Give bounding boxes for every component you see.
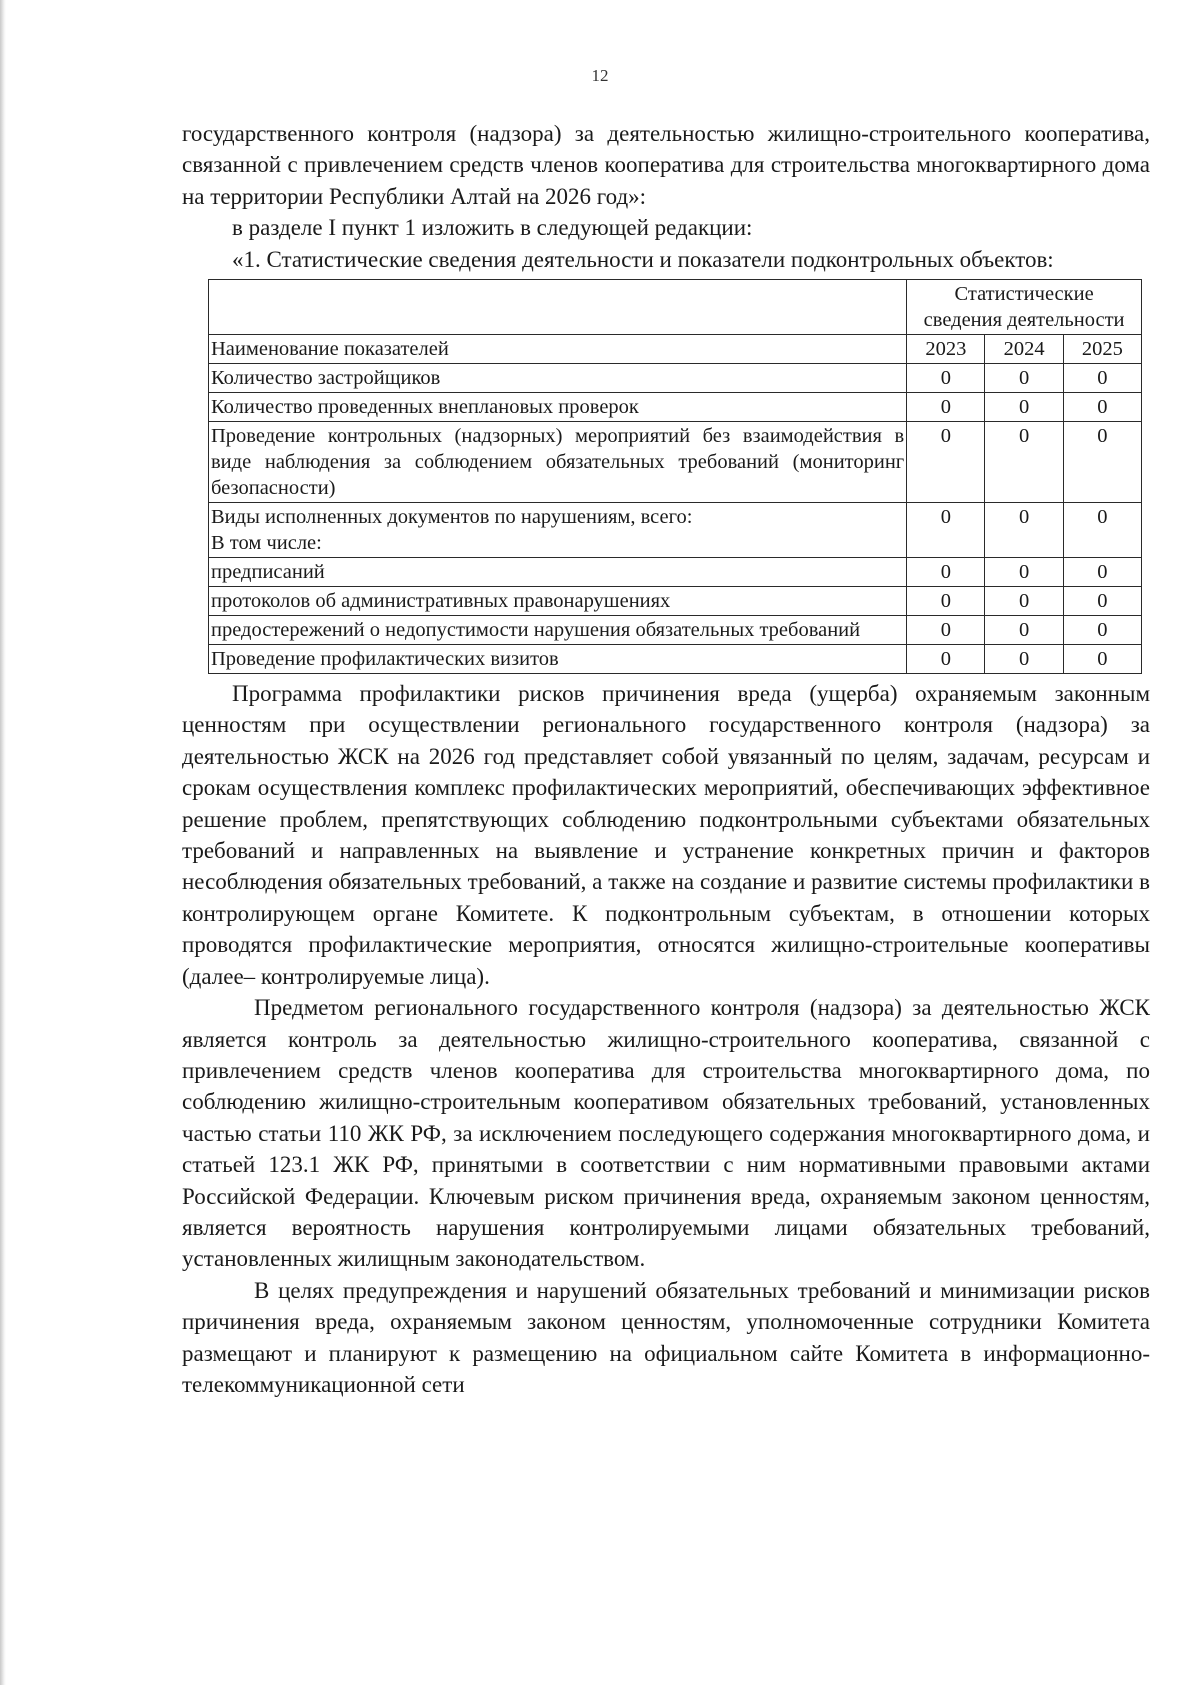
table-row (209, 503, 1142, 558)
table-row (209, 422, 1142, 503)
row-value-2024: 0 (985, 616, 1063, 645)
row-value-2024: 0 (985, 503, 1063, 558)
row-name: Количество проведенных внеплановых проверок (209, 393, 907, 422)
row-value-2023: 0 (907, 393, 985, 422)
table-row (209, 616, 1142, 645)
row-value-2023: 0 (907, 503, 985, 558)
row-name: предостережений о недопустимости нарушения обязательных требований (209, 616, 907, 645)
paragraph-point-1: «1. Статистические сведения деятельности и показатели подконтрольных объектов: (232, 246, 1054, 272)
row-value-2023: 0 (907, 616, 985, 645)
row-name: протоколов об административных правонарушениях (209, 587, 907, 616)
row-name: Проведение профилактических визитов (209, 645, 907, 674)
table-row (209, 558, 1142, 587)
row-name-line1: Виды исполненных документов по нарушениям, всего: (211, 506, 693, 529)
row-value-2024: 0 (985, 587, 1063, 616)
row-value-2024: 0 (985, 393, 1063, 422)
row-value-2025: 0 (1063, 503, 1141, 558)
row-value-2024: 0 (985, 645, 1063, 674)
table-header-group (907, 280, 1142, 335)
page-number: 12 (591, 66, 609, 85)
row-value-2024: 0 (985, 422, 1063, 503)
paragraph-subject: Предметом регионального государственного контроля (надзора) за деятельностью ЖСК является контроль за деятельностью жилищно-строительного кооператива, связанной с привлечением средств членов кооператива для строительства многоквартирного дома, по соблюдению жилищно-строительным кооперативом обязательных требований, установленных частью статьи 110 ЖК РФ, за исключением последующего содержания многоквартирного дома, и статьей 123.1 ЖК РФ, принятыми в соответствии с ним нормативными правовыми актами Российской Федерации. Ключевым риском причинения вреда, охраняемым законом ценностям, является вероятность нарушения контролируемыми лицами обязательных требований, установленных жилищным законодательством. (182, 995, 1150, 1272)
row-value-2023: 0 (907, 587, 985, 616)
row-value-2024: 0 (985, 364, 1063, 393)
row-name: Количество застройщиков (209, 364, 907, 393)
row-name-line2: В том числе: (211, 532, 322, 555)
paragraph-goals: В целях предупреждения и нарушений обязательных требований и минимизации рисков причинения вреда, охраняемым законом ценностям, уполномоченные сотрудники Комитета размещают и планируют к размещению на официальном сайте Комитета в информационно-телекоммуникационной сети (182, 1277, 1150, 1397)
table-row (209, 587, 1142, 616)
paragraph-section-edit: в разделе I пункт 1 изложить в следующей редакции: (232, 215, 753, 241)
row-value-2025: 0 (1063, 422, 1141, 503)
row-value-2025: 0 (1063, 558, 1141, 587)
table-header-group-row (209, 280, 1142, 335)
row-value-2023: 0 (907, 558, 985, 587)
row-name: предписаний (209, 558, 907, 587)
group-header-line2: сведения деятельности (923, 309, 1125, 332)
paragraph-intro: государственного контроля (надзора) за деятельностью жилищно-строительного кооператива, связанной с привлечением средств членов кооператива для строительства многоквартирного дома на территории Республики Алтай на 2026 год»: (182, 121, 1150, 209)
document-body (182, 118, 1150, 1400)
row-value-2023: 0 (907, 645, 985, 674)
table-row (209, 645, 1142, 674)
row-value-2025: 0 (1063, 393, 1141, 422)
group-header-line1: Статистические (954, 283, 1094, 306)
row-value-2023: 0 (907, 422, 985, 503)
row-name (209, 503, 907, 558)
paragraph-program: Программа профилактики рисков причинения вреда (ущерба) охраняемым законным ценностям при осуществлении регионального государственного контроля (надзора) за деятельностью ЖСК на 2026 год представляет собой увязанный по целям, задачам, ресурсам и срокам осуществления комплекс профилактических мероприятий, обеспечивающих эффективное решение проблем, препятствующих соблюдению подконтрольными субъектами обязательных требований и направленных на выявление и устранение конкретных причин и факторов несоблюдения обязательных требований, а также на создание и развитие системы профилактики в контролирующем органе Комитете. К подконтрольным субъектам, в отношении которых проводятся профилактические мероприятия, относятся жилищно-строительные кооперативы (далее– контролируемые лица). (182, 681, 1150, 989)
column-header-2023: 2023 (907, 335, 985, 364)
column-header-2024: 2024 (985, 335, 1063, 364)
row-value-2024: 0 (985, 558, 1063, 587)
row-value-2025: 0 (1063, 587, 1141, 616)
row-value-2025: 0 (1063, 364, 1141, 393)
scan-edge-shadow (0, 0, 6, 1685)
row-value-2025: 0 (1063, 645, 1141, 674)
row-name: Проведение контрольных (надзорных) мероприятий без взаимодействия в виде наблюдения за соблюдением обязательных требований (мониторинг безопасности) (209, 422, 907, 503)
table-header-row (209, 335, 1142, 364)
column-header-2025: 2025 (1063, 335, 1141, 364)
column-header-name: Наименование показателей (209, 335, 907, 364)
table-header-empty-cell (209, 280, 907, 335)
statistics-table (208, 279, 1142, 674)
row-value-2023: 0 (907, 364, 985, 393)
table-row (209, 393, 1142, 422)
row-value-2025: 0 (1063, 616, 1141, 645)
table-row (209, 364, 1142, 393)
